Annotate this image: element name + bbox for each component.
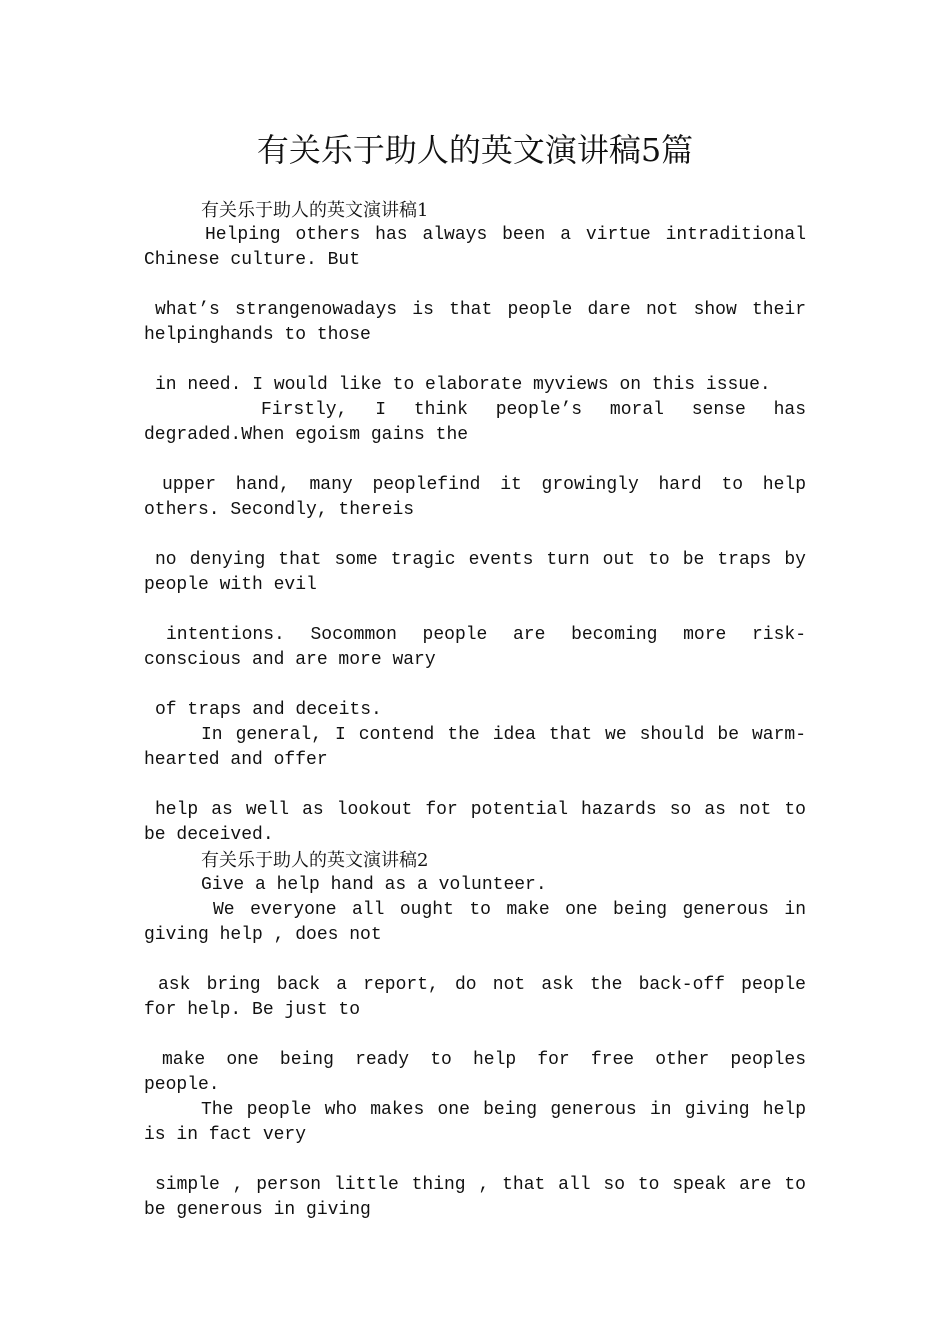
paragraph-line: helpinghands to those — [144, 325, 371, 345]
paragraph-line: Helping others has always been a virtue intraditional — [205, 225, 806, 245]
paragraph-line: Firstly, I think people’s moral sense has — [261, 400, 806, 420]
blank-line — [144, 1148, 806, 1173]
paragraph-line: degraded.When egoism gains the — [144, 425, 469, 445]
paragraph-line: The people who makes one being generous in giving help — [201, 1100, 806, 1120]
paragraph-line: what’s strangenowadays is that people dare not show their — [155, 300, 806, 320]
document-body — [144, 198, 806, 1223]
paragraph-line: be deceived. — [144, 825, 274, 845]
paragraph-line: We everyone all ought to make one being generous in — [213, 900, 806, 920]
blank-line — [144, 773, 806, 798]
paragraph-line: others. Secondly, thereis — [144, 500, 415, 520]
paragraph-line: is in fact very — [144, 1125, 307, 1145]
blank-line — [144, 448, 806, 473]
paragraph-line: ask bring back a report, do not ask the back-off people — [158, 975, 806, 995]
paragraph-line: make one being ready to help for free other peoples — [162, 1050, 806, 1070]
paragraph-line: be generous in giving — [144, 1200, 371, 1220]
paragraph-line: simple , person little thing , that all so to speak are to — [155, 1175, 806, 1195]
paragraph-line: intentions. Socommon people are becoming more risk- — [166, 625, 806, 645]
paragraph-line: giving help , does not — [144, 925, 382, 945]
blank-line — [144, 523, 806, 548]
paragraph-line: Give a help hand as a volunteer. — [201, 875, 547, 895]
blank-line — [144, 1023, 806, 1048]
paragraph-line: people with evil — [144, 575, 317, 595]
paragraph-line: for help. Be just to — [144, 1000, 361, 1020]
paragraph-line: help as well as lookout for potential hazards so as not to — [155, 800, 806, 820]
paragraph-line: conscious and are more wary — [144, 650, 436, 670]
blank-line — [144, 273, 806, 298]
blank-line — [144, 673, 806, 698]
document-title: 有关乐于助人的英文演讲稿5篇 — [256, 131, 694, 169]
paragraph-line: of traps and deceits. — [155, 700, 382, 720]
paragraph-line: people. — [144, 1075, 220, 1095]
blank-line — [144, 948, 806, 973]
paragraph-line: In general, I contend the idea that we should be warm- — [201, 725, 806, 745]
paragraph-line: no denying that some tragic events turn out to be traps by — [155, 550, 806, 570]
paragraph-line: in need. I would like to elaborate myviews on this issue. — [155, 375, 771, 395]
section-heading-1: 有关乐于助人的英文演讲稿1 — [201, 200, 429, 221]
blank-line — [144, 598, 806, 623]
paragraph-line: Chinese culture. But — [144, 250, 361, 270]
paragraph-line: upper hand, many peoplefind it growingly hard to help — [162, 475, 806, 495]
paragraph-line: hearted and offer — [144, 750, 328, 770]
section-heading-2: 有关乐于助人的英文演讲稿2 — [201, 850, 429, 871]
blank-line — [144, 348, 806, 373]
